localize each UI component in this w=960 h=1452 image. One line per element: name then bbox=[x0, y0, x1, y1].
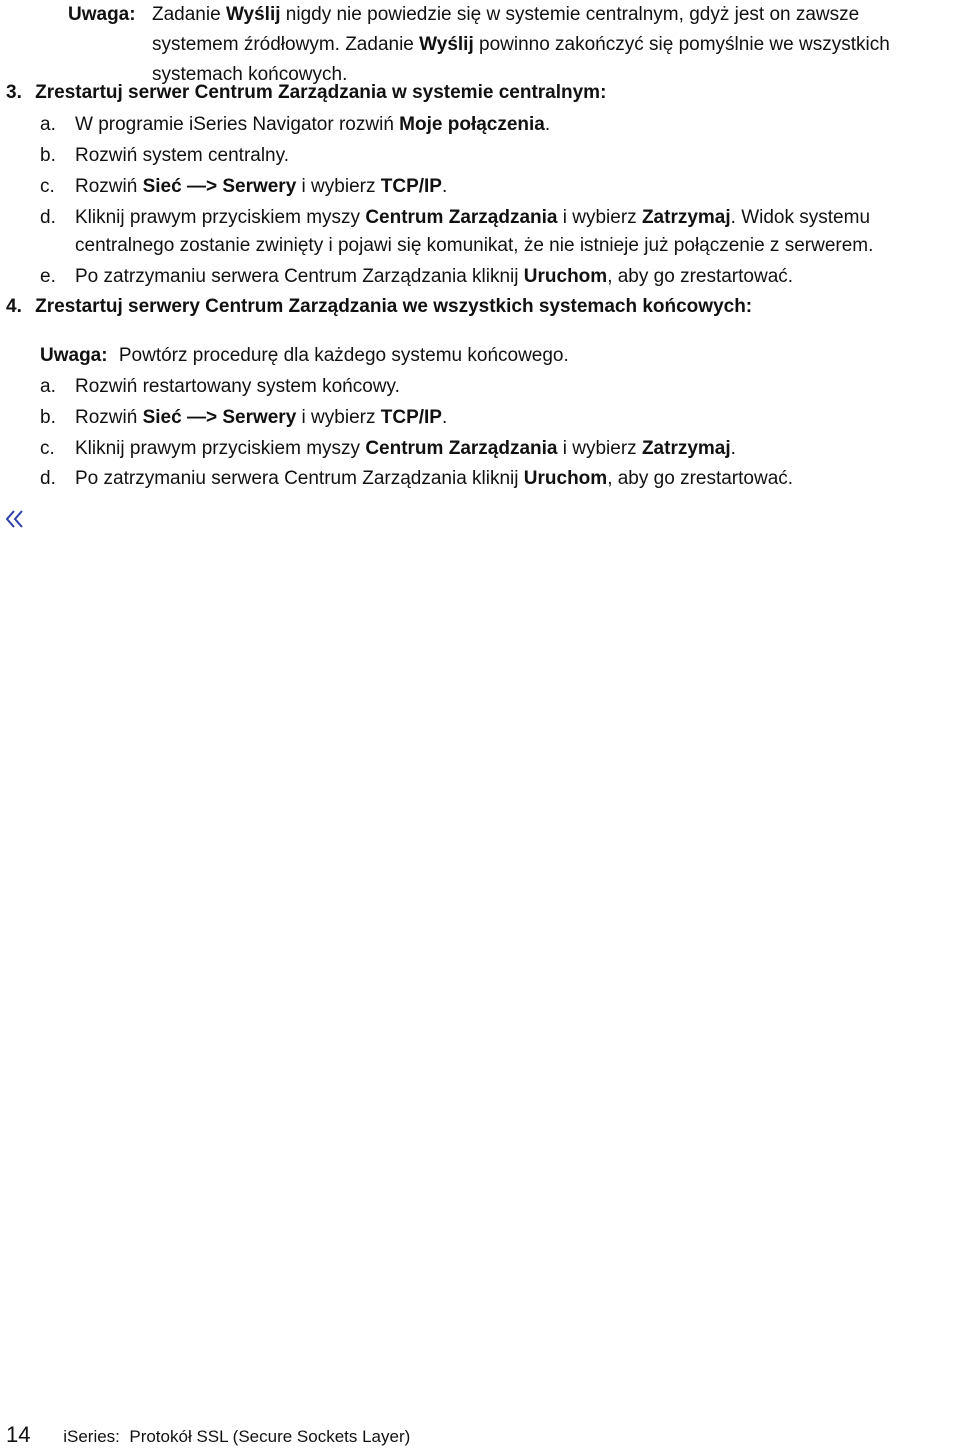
page-footer bbox=[6, 1420, 410, 1452]
step-title: Zrestartuj serwer Centrum Zarządzania w systemie centralnym: bbox=[35, 82, 607, 103]
note-label: Uwaga: bbox=[40, 345, 108, 366]
note-label: Uwaga: bbox=[68, 4, 136, 25]
change-end-chevron-icon bbox=[4, 508, 26, 530]
step-4-heading bbox=[6, 292, 752, 322]
footer-title: iSeries: Protokół SSL (Secure Sockets Layer) bbox=[63, 1427, 411, 1446]
step-4: 4. Zrestartuj serwery Centrum Zarządzania we wszystkich systemach końcowych: Uwaga: Powtórz procedurę dla każdego systemu końcowego. a. Rozwiń restartowany system końcowy. b. Rozwiń Sieć —> Serwery i wybierz TCP/IP. c. Kliknij prawym przyciskiem myszy Centrum Zarządzania i wybierz Zatrzymaj. d. Po zatrzymaniu serwera Centrum Zarządzania kliknij Uruchom, aby go zrestartować. bbox=[6, 292, 956, 492]
note-text: Zadanie Wyślij nigdy nie powiedzie się w systemie centralnym, gdyż jest on zawsze systemem źródłowym. Zadanie Wyślij powinno zakończyć się pomyślnie we wszystkich systemach końcowych. bbox=[152, 4, 890, 85]
step-3: 3. Zrestartuj serwer Centrum Zarządzania w systemie centralnym: a. W programie iSeries Navigator rozwiń Moje połączenia. b. Rozwiń system centralny. c. Rozwiń Sieć —> Serwery i wybierz TCP/IP. d. Kliknij prawym przyciskiem myszy Centrum Zarządzania i wybierz Zatrzymaj. Widok systemu centralnego zostanie zwinięty i pojawi się komunikat, że nie istnieje już połączenie z serwerem. e. Po zatrzymaniu serwera Centrum Zarządzania kliknij Uruchom, aby go zrestartować. bbox=[6, 78, 956, 298]
note-text: Powtórz procedurę dla każdego systemu końcowego. bbox=[118, 345, 569, 366]
step-3-heading bbox=[6, 78, 606, 108]
step-4-note bbox=[40, 341, 940, 371]
note-block bbox=[68, 0, 948, 90]
step-number: 3. bbox=[6, 82, 22, 103]
step-number: 4. bbox=[6, 296, 22, 317]
page-number: 14 bbox=[6, 1422, 31, 1447]
step-title: Zrestartuj serwery Centrum Zarządzania we wszystkich systemach końcowych: bbox=[35, 296, 753, 317]
